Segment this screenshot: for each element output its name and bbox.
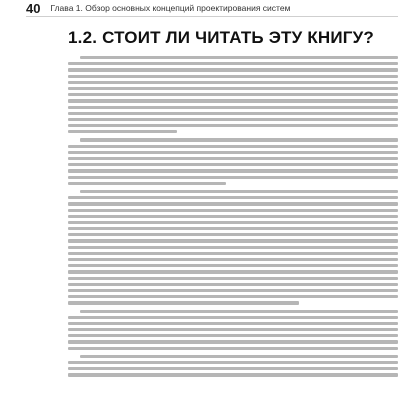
- paragraph: [68, 355, 398, 377]
- text-line: [80, 190, 398, 193]
- text-line: [68, 176, 398, 179]
- text-line: [68, 277, 398, 280]
- text-line: [68, 334, 398, 337]
- text-line: [68, 239, 398, 242]
- text-line: [68, 233, 398, 236]
- text-line: [68, 227, 398, 230]
- text-line: [68, 367, 398, 370]
- text-line: [68, 163, 398, 166]
- text-line: [68, 124, 398, 127]
- text-line: [68, 246, 398, 249]
- text-line: [68, 252, 398, 255]
- text-line: [68, 373, 398, 376]
- text-line: [68, 202, 398, 205]
- text-line: [68, 99, 398, 102]
- text-line: [68, 316, 398, 319]
- text-line: [68, 151, 398, 154]
- section-heading: 1.2. СТОИТ ЛИ ЧИТАТЬ ЭТУ КНИГУ?: [68, 28, 374, 47]
- text-line: [80, 310, 398, 313]
- text-line: [68, 322, 398, 325]
- text-line: [68, 157, 398, 160]
- text-line: [68, 328, 398, 331]
- text-line: [68, 130, 177, 133]
- text-line: [68, 295, 398, 298]
- text-line: [68, 75, 398, 78]
- text-line: [68, 112, 398, 115]
- text-line: [68, 301, 299, 304]
- text-line: [80, 355, 398, 358]
- text-line: [68, 347, 398, 350]
- text-line: [68, 264, 398, 267]
- text-line: [68, 87, 398, 90]
- text-line: [68, 289, 398, 292]
- text-line: [68, 118, 398, 121]
- text-line: [68, 169, 398, 172]
- text-line: [68, 182, 226, 185]
- text-line: [68, 283, 398, 286]
- text-line: [68, 361, 398, 364]
- text-line: [68, 93, 398, 96]
- text-line: [68, 340, 398, 343]
- text-line: [80, 56, 398, 59]
- text-line: [68, 68, 398, 71]
- paragraph: [68, 138, 398, 185]
- paragraph: [68, 310, 398, 350]
- text-body: [68, 56, 398, 382]
- text-line: [68, 62, 398, 65]
- text-line: [68, 106, 398, 109]
- paragraph: [68, 56, 398, 133]
- text-line: [68, 145, 398, 148]
- text-line: [68, 270, 398, 273]
- text-line: [68, 258, 398, 261]
- text-line: [68, 221, 398, 224]
- paragraph: [68, 190, 398, 305]
- page-number: 40: [26, 0, 41, 16]
- text-line: [68, 209, 398, 212]
- text-line: [80, 138, 398, 141]
- text-line: [68, 196, 398, 199]
- text-line: [68, 81, 398, 84]
- text-line: [68, 215, 398, 218]
- running-header: [26, 0, 398, 17]
- chapter-title: Глава 1. Обзор основных концепций проектирования систем: [50, 3, 291, 13]
